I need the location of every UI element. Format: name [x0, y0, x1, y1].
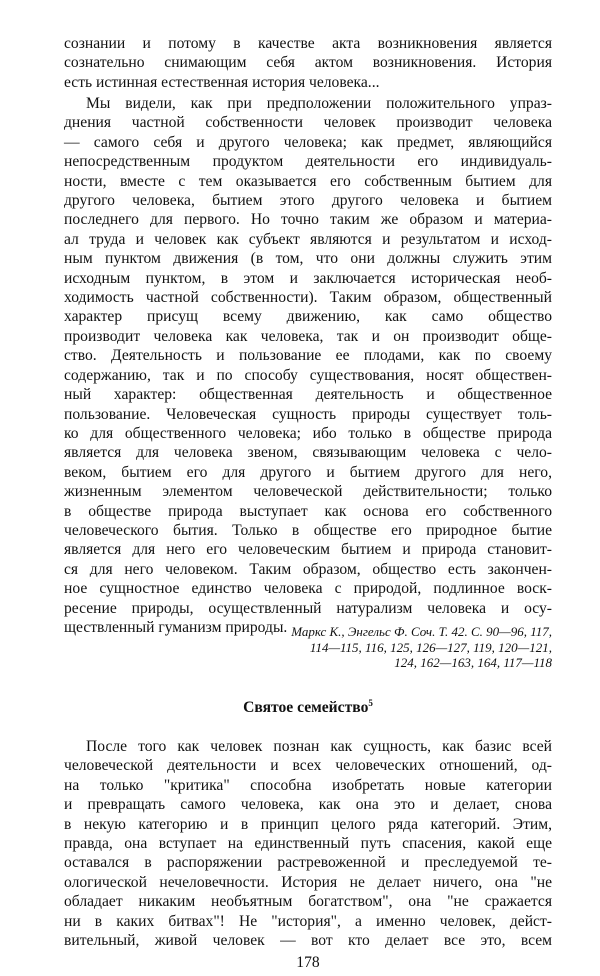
text-line: правда, она вступает на единственный путь спасения, какой еще: [64, 835, 552, 853]
text-line: вительный, живой человек — вот кто делает все это, всем: [64, 932, 552, 950]
text-line: в обществе природа выступает как основа его собственного: [64, 502, 552, 520]
text-line: ное сущностное единство человека с природой, подлинное воск-: [64, 580, 552, 598]
paragraph-main: [64, 94, 552, 637]
text-line: ным пунктом движения (в том, что они должны служить этим: [64, 250, 552, 268]
text-line: ществленный гуманизм природы.: [64, 618, 288, 636]
section-title: Святое семейство: [243, 699, 369, 717]
text-line: веком, бытием его для другого и бытием другого для него,: [64, 463, 552, 481]
text-line: в некую категорию и в принцип целого ряда категорий. Этим,: [64, 815, 552, 833]
text-line: днения частной собственности человек производит человека: [64, 114, 552, 132]
text-line: сознании и потому в качестве акта возникновения является: [64, 35, 552, 52]
text-line: ходимость частной собственности). Таким образом, общественный: [64, 289, 552, 307]
text-line: оставался в распоряжении растревоженной и преследуемой те-: [64, 854, 552, 872]
paragraph-continuation: [64, 34, 552, 92]
text-line: является для человека звеном, связывающим человека с чело-: [64, 444, 552, 462]
text-line: После того как человек познан как сущность, как базис всей: [86, 738, 552, 755]
text-line: Мы видели, как при предположении положительного упраз-: [86, 95, 552, 112]
citation-line: 114—115, 116, 125, 126—127, 119, 120—121,: [309, 639, 552, 655]
text-line: ся для него человеком. Таким образом, общество есть закончен-: [64, 560, 552, 578]
paragraph-section: [64, 737, 552, 950]
text-line: сознательно снимающим себя актом возникновения. История: [64, 54, 552, 72]
text-line: исходным пунктом, в этом и заключается историческая необ-: [64, 269, 552, 287]
text-line: ресение природы, осуществленный натурализм человека и осу-: [64, 599, 552, 617]
page-number: 178: [296, 954, 320, 971]
text-line: ологической нечеловечности. История не делает ничего, она "не: [64, 873, 552, 891]
text-line: ни в каких битвах"! Не "история", а именно человек, дейст-: [64, 912, 552, 930]
section-heading: [64, 698, 552, 717]
text-line: и превращать самого человека, как она это и делает, снова: [64, 796, 552, 814]
footnote-mark: 5: [368, 698, 373, 708]
text-line: человеческой деятельности и всех человеческих отношений, од-: [64, 757, 552, 775]
text-line: ал труда и человек как субъект являются и результатом и исход-: [64, 230, 552, 248]
citation-line: 124, 162—163, 164, 117—118: [394, 655, 552, 670]
text-line: содержанию, так и по способу существования, носят обществен-: [64, 366, 552, 384]
text-line: ство. Деятельность и пользование ее плодами, как по своему: [64, 347, 552, 365]
text-line: ности, вместе с тем оказывается его собственным бытием для: [64, 172, 552, 190]
text-line: есть истинная естественная история человека...: [64, 73, 380, 91]
text-line: ко для общественного человека; ибо только в обществе природа: [64, 424, 552, 442]
text-line: — самого себя и другого человека; как предмет, являющийся: [64, 133, 552, 151]
text-line: другого человека, бытием этого другого человека и бытием: [64, 192, 552, 210]
citation-line: Маркс К., Энгельс Ф. Соч. Т. 42. С. 90—96, 117,: [291, 624, 552, 639]
text-line: пользование. Человеческая сущность природы существует толь-: [64, 405, 552, 423]
text-line: человеческого бытия. Только в обществе его природное бытие: [64, 521, 552, 539]
text-line: характер присущ всему движению, как само общество: [64, 308, 552, 326]
text-line: на только "критика" способна изобретать новые категории: [64, 776, 552, 794]
text-line: производит человека как человека, так и он производит обще-: [64, 327, 552, 345]
text-line: непосредственным продуктом деятельности его индивидуаль-: [64, 153, 552, 171]
text-line: жизненным элементом человеческой действительности; только: [64, 483, 552, 501]
text-line: обладает никаким необъятным богатством", она "не сражается: [64, 893, 552, 911]
text-line: последнего для первого. Но точно таким же образом и материа-: [64, 211, 552, 229]
text-line: ный характер: общественная деятельность и общественное: [64, 386, 552, 404]
source-citation: [132, 624, 552, 671]
text-line: является для него его человеческим бытием и природа становит-: [64, 541, 552, 559]
